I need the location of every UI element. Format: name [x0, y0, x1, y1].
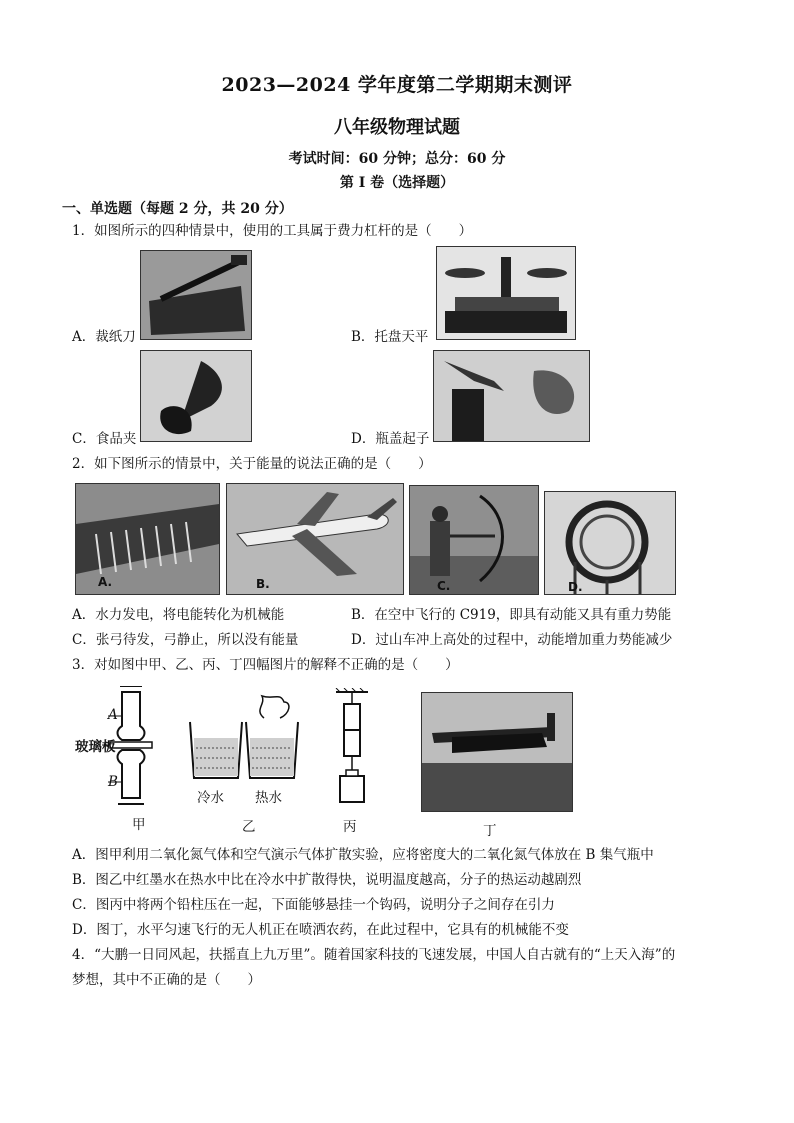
figure-yi-cold-water-label: 冷水: [197, 790, 224, 806]
question-1-option-a: A．裁纸刀: [72, 329, 136, 345]
figure-jia-label-b: B: [108, 774, 118, 790]
volume-heading: 第 I 卷（选择题）: [339, 175, 455, 191]
archer-photo: [409, 485, 539, 595]
figure-jia-glass-label: 玻璃板: [75, 739, 116, 755]
question-2-stem: 2．如下图所示的情景中，关于能量的说法正确的是（ ）: [72, 456, 432, 472]
figure-yi-beakers: [184, 688, 308, 788]
question-2-option-c: C．张弓待发，弓静止，所以没有能量: [72, 632, 299, 648]
question-3-option-b: B．图乙中红墨水在热水中比在冷水中扩散得快，说明温度越高，分子的热运动越剧烈: [72, 872, 582, 888]
hydropower-photo: [75, 483, 220, 595]
question-3-stem: 3．对如图中甲、乙、丙、丁四幅图片的解释不正确的是（ ）: [72, 657, 459, 673]
question-4-stem-line-1: 4．“大鹏一日同风起，扶摇直上九万里”。随着国家科技的飞速发展，中国人自古就有的“上天入海”的: [72, 947, 676, 963]
question-2-image-label-a: A.: [98, 575, 113, 589]
question-2-option-d: D．过山车冲上高处的过程中，动能增加重力势能减少: [351, 632, 673, 648]
question-3-option-a: A．图甲利用二氧化氮气体和空气演示气体扩散实验，应将密度大的二氧化氮气体放在 B 集气瓶中: [72, 847, 654, 863]
figure-yi-hot-water-label: 热水: [255, 790, 282, 806]
question-1-option-d: D．瓶盖起子: [351, 431, 430, 447]
figure-jia-label-a: A: [108, 707, 118, 723]
question-1-stem: 1．如图所示的四种情景中，使用的工具属于费力杠杆的是（ ）: [72, 223, 473, 239]
question-2-image-label-d: D.: [568, 580, 583, 594]
exam-title: 2023—2024 学年度第二学期期末测评: [221, 74, 573, 96]
figure-ding-drone-photo: [421, 692, 573, 812]
question-2-image-label-b: B.: [256, 577, 270, 591]
bottle-opener-photo: [433, 350, 590, 442]
balance-scale-photo: [436, 246, 576, 340]
section-heading: 一、单选题（每题 2 分，共 20 分）: [62, 201, 293, 217]
paper-cutter-photo: [140, 250, 252, 340]
figure-bing-caption: 丙: [343, 819, 357, 835]
roller-coaster-photo: [544, 491, 676, 595]
figure-ding-caption: 丁: [483, 823, 497, 839]
figure-jia-gas-jars: [72, 686, 182, 836]
question-2-option-a: A．水力发电，将电能转化为机械能: [72, 607, 285, 623]
question-2-option-b: B．在空中飞行的 C919，即具有动能又具有重力势能: [351, 607, 672, 623]
figure-bing-lead-cylinders: [332, 688, 372, 806]
figure-yi-caption: 乙: [242, 819, 256, 835]
question-3-option-c: C．图丙中将两个铅柱压在一起，下面能够悬挂一个钩码，说明分子之间存在引力: [72, 897, 555, 913]
exam-subtitle: 八年级物理试题: [334, 117, 460, 138]
food-tongs-photo: [140, 350, 252, 442]
c919-airplane-photo: [226, 483, 404, 595]
question-1-option-b: B．托盘天平: [351, 329, 429, 345]
question-3-option-d: D．图丁，水平匀速飞行的无人机正在喷洒农药，在此过程中，它具有的机械能不变: [72, 922, 569, 938]
exam-info: 考试时间：60 分钟；总分：60 分: [288, 151, 506, 167]
figure-jia-caption: 甲: [132, 817, 146, 833]
question-4-stem-line-2: 梦想，其中不正确的是（ ）: [72, 972, 261, 988]
question-1-option-c: C．食品夹: [72, 431, 137, 447]
question-2-image-label-c: C.: [437, 579, 451, 593]
